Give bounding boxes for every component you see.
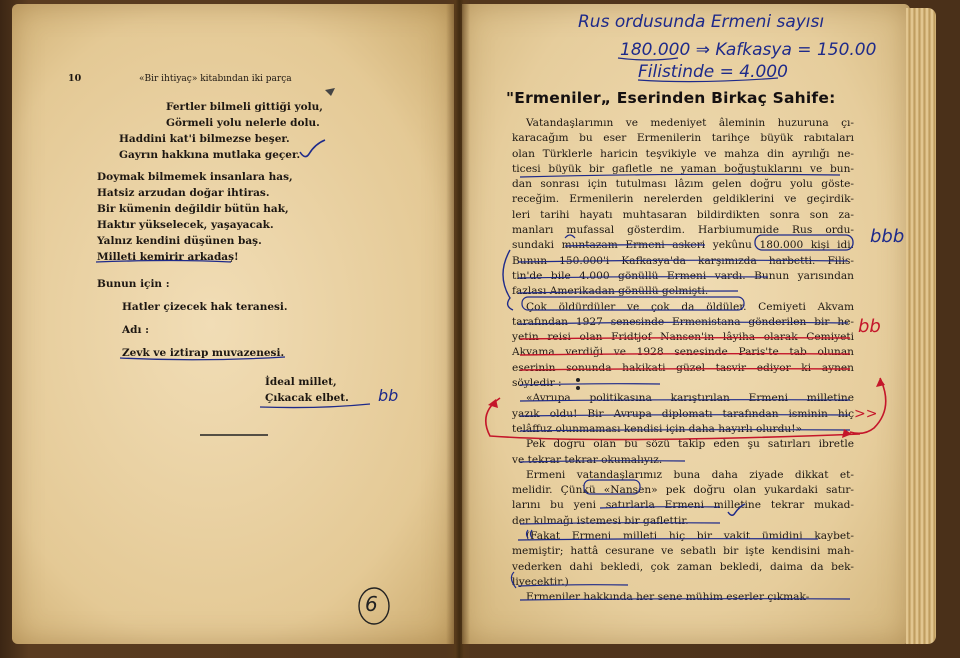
page-number: 10	[68, 73, 82, 84]
poem-line: Gayrın hakkına mutlaka geçer.	[119, 149, 301, 161]
poem-line: Haktır yükselecek, yaşayacak.	[97, 219, 274, 231]
text-line: sundaki muntazam Ermeni askeri yekûnu 180.000 kişi idi.	[512, 239, 854, 252]
text-line: ticesi büyük bir gafletle ne yaman boğuştuklarını ve bun-	[512, 162, 854, 175]
quote-line: telâffuz olunmaması kendisi için daha hayırlı olurdu!»	[512, 422, 802, 435]
poem-line: Görmeli yolu nelerle dolu.	[166, 117, 320, 129]
poem-line: Haddini kat'i bilmezse beşer.	[119, 133, 290, 145]
text-line: Çok öldürdüler ve çok da öldüler. Cemiyeti Akvam	[526, 300, 854, 313]
text-line: yetin reisi olan Fridtjof Nansen'in lâyiha olarak Cemiyeti	[512, 331, 854, 344]
poem-line: Zevk ve iztirap muvazenesi.	[122, 347, 285, 359]
quote-line: «Avrupa politikasına karıştırılan Ermeni milletine	[526, 392, 854, 405]
text-line: der kılmağı istemesi bir gaflettir.	[512, 514, 689, 527]
text-line: (Fakat Ermeni milleti hiç bir vakit ümidini kaybet-	[526, 530, 854, 543]
text-line: melidir. Çünkü «Nansen» pek doğru olan yukardaki satır-	[512, 484, 854, 497]
text-line: Ermeni vatandaşlarımız buna daha ziyade dikkat et-	[526, 468, 854, 481]
poem-line: Yalnız kendini düşünen baş.	[97, 235, 262, 247]
text-line: karacağım bu eser Ermenilerin tarihçe büyük rabıtaları	[512, 132, 854, 145]
chapter-title: "Ermeniler„ Eserinden Birkaç Sahife:	[506, 89, 836, 107]
handwritten-note-line: Rus ordusunda Ermeni sayısı	[578, 12, 825, 32]
text-line: larını bu yeni satırlarla Ermeni milletine tekrar mukad-	[512, 499, 854, 512]
book-gutter	[446, 0, 470, 658]
body-text	[512, 116, 854, 606]
text-line: fazlası Amerikadan gönüllü gelmişti.	[512, 285, 709, 298]
text-line: olan Türklerle haricin teşvikiyle ve mahza din ayrılığı ne-	[512, 147, 854, 160]
text-line: Pek doğru olan bu sözü takip eden şu satırları ibretle	[526, 438, 854, 451]
running-header: «Bir ihtiyaç» kitabından iki parça	[139, 74, 292, 84]
poem-line: İdeal millet,	[265, 376, 337, 388]
poem-line: Hatsiz arzudan doğar ihtiras.	[97, 187, 270, 199]
text-line: Akvama verdiği ve 1928 senesinde Paris'te tab olunan	[512, 346, 854, 359]
poem-line: Doymak bilmemek insanlara has,	[97, 171, 293, 183]
text-line: vederken dahi bekledi, çok zaman bekledi, daima da bek-	[512, 560, 854, 573]
handwritten-note-line: Filistinde = 4.000	[638, 62, 788, 82]
svg-text:>>: >>	[854, 406, 878, 422]
text-line: manları mufassal gösterdim. Harbiumumide Rus ordu-	[512, 224, 854, 237]
poem-line: Hatler çizecek hak teranesi.	[122, 301, 288, 313]
text-line: liyecektir.)	[512, 575, 569, 588]
text-line: tin'de bile 4.000 gönüllü Ermeni vardı. Bunun yarısından	[512, 269, 854, 282]
text-line: Vatandaşlarımın ve medeniyet âleminin huzuruna çı-	[526, 117, 854, 129]
text-line: tarafından 1927 senesinde Ermenistana gönderilen bir he-	[512, 315, 854, 328]
poem-line: Adı :	[122, 324, 150, 336]
poem-line: Milleti kemirir arkadaş!	[97, 251, 239, 263]
quote-line: yazık oldu! Bir Avrupa diplomatı tarafından isminin hiç	[512, 407, 854, 420]
text-line: eserinin sonunda hakikati güzel tasvir ediyor ki aynen	[512, 361, 854, 374]
text-line: ve tekrar tekrar okumalıyız.	[512, 453, 663, 466]
margin-mark: bbb	[870, 226, 905, 247]
text-line: dan sonrası için tutulması lâzım gelen doğru yolu göste-	[512, 178, 854, 191]
poem-line: Bir kümenin değildir bütün hak,	[97, 203, 289, 215]
poem-line: Bunun için :	[97, 278, 170, 290]
poem-line: Çıkacak elbet.	[265, 392, 349, 404]
margin-mark: bb	[378, 386, 399, 405]
text-line: Ermeniler hakkında her sene mühim eserler çıkmak-	[526, 591, 810, 604]
text-line: leri tarihi hayatı muhtasaran bildirdikten sonra son za-	[512, 208, 854, 221]
text-line: söyledir :	[512, 377, 562, 390]
text-line: receğim. Ermenilerin nerelerden geldiklerini ve geçirdik-	[512, 193, 854, 206]
margin-mark: bb	[858, 316, 881, 337]
text-line: Bunun 150.000'i Kafkasya'da karşımızda harbetti. Filis-	[512, 254, 854, 267]
handwritten-page-number: 6	[365, 592, 378, 616]
page-edges	[906, 8, 936, 644]
text-line: memiştir; hattâ cesurane ve sebatlı bir işte kendisini mah-	[512, 545, 854, 558]
handwritten-note-line: 180.000 ⇒ Kafkasya = 150.00	[620, 40, 877, 60]
poem-line: Fertler bilmeli gittiği yolu,	[166, 101, 323, 113]
